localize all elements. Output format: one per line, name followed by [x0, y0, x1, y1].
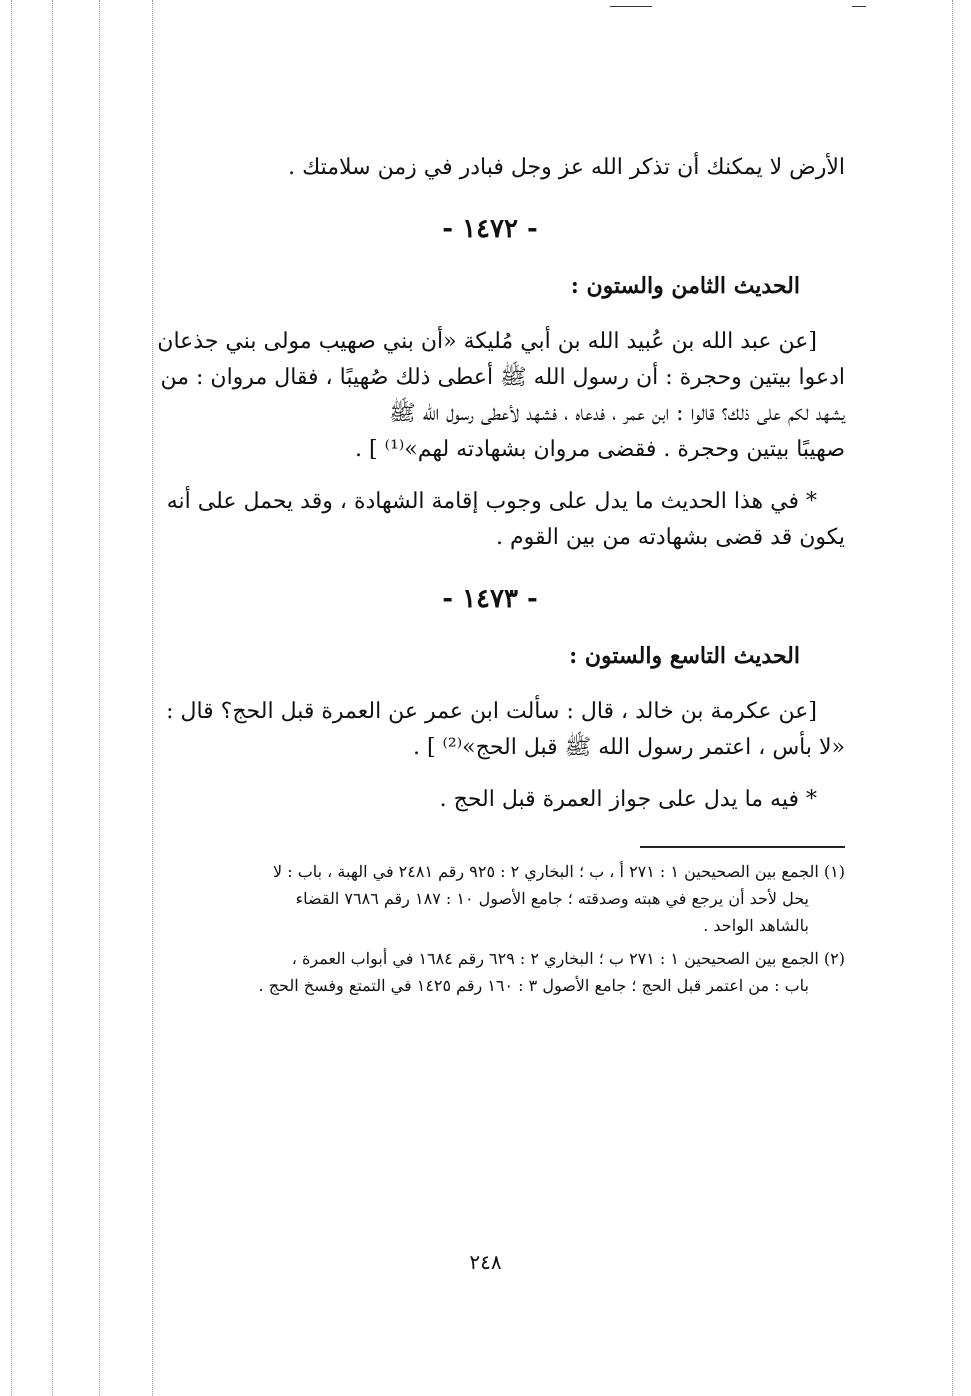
hadith-text-line: «لا بأس ، اعتمر رسول الله ﷺ قبل الحج»⁽²⁾ ] .: [412, 735, 845, 760]
dotted-rule-left-3: [99, 0, 100, 1396]
top-mark-right: [852, 6, 866, 7]
hadith-note: [135, 484, 845, 556]
hadith-text-line: [عن عبد الله بن عُبيد الله بن أبي مُليكة «أن بني صهيب مولى بني جذعان: [157, 329, 817, 354]
footnote-divider: [640, 846, 845, 848]
hadith-number: - ١٤٧٣ -: [442, 584, 538, 614]
footnote-line: يحل لأحد أن يرجع في هبته وصدقته ؛ جامع الأصول ١٠ : ١٨٧ رقم ٧٦٨٦ القضاء: [295, 889, 809, 908]
top-mark: [610, 6, 652, 7]
hadith-number: - ١٤٧٢ -: [442, 214, 538, 244]
hadith-note-line: * في هذا الحديث ما يدل على وجوب إقامة الشهادة ، وقد يحمل على أنه: [166, 489, 817, 514]
footnote-line: بالشاهد الواحد .: [703, 916, 809, 935]
footnotes: [135, 858, 845, 999]
hadith-1472: [135, 214, 845, 556]
page-number: ٢٤٨: [469, 1250, 502, 1274]
hadith-text-line: صهيبًا بيتين وحجرة . فقضى مروان بشهادته لهم»⁽¹⁾ ] .: [355, 437, 845, 462]
hadith-text-line: ادعوا بيتين وحجرة : أن رسول الله ﷺ أعطى ذلك صُهيبًا ، فقال مروان : من: [160, 365, 845, 390]
dotted-rule-right-1: [952, 0, 953, 1396]
hadith-text-line: يشهد لكم على ذلك؟ قالوا : ابن عمر ، فدعاه ، فشهد لأعطى رسول الله ﷺ: [389, 401, 845, 426]
footnote-1: [135, 858, 845, 939]
hadith-1473: [135, 584, 845, 818]
hadith-heading: الحديث التاسع والستون :: [569, 643, 800, 669]
dotted-rule-left-2: [52, 0, 53, 1396]
page-content: [135, 150, 845, 1005]
hadith-note-line: يكون قد قضى بشهادته من بين القوم .: [495, 525, 845, 550]
hadith-note-line: * فيه ما يدل على جواز العمرة قبل الحج .: [439, 787, 817, 812]
hadith-heading: الحديث الثامن والستون :: [570, 273, 800, 299]
hadith-text: [135, 694, 845, 766]
footnote-line: (٢) الجمع بين الصحيحين ١ : ٢٧١ ب ؛ البخاري ٢ : ٦٢٩ رقم ١٦٨٤ في أبواب العمرة ،: [291, 949, 845, 968]
hadith-text: [135, 324, 845, 468]
hadith-note: [135, 782, 845, 818]
hadith-text-line: [عن عكرمة بن خالد ، قال : سألت ابن عمر عن العمرة قبل الحج؟ قال :: [166, 699, 817, 724]
intro-line: الأرض لا يمكنك أن تذكر الله عز وجل فبادر في زمن سلامتك .: [288, 155, 845, 180]
footnote-line: باب : من اعتمر قبل الحج ؛ جامع الأصول ٣ : ١٦٠ رقم ١٤٢٥ في التمتع وفسخ الحج .: [258, 976, 809, 995]
dotted-rule-left-1: [11, 0, 12, 1396]
footnote-line: (١) الجمع بين الصحيحين ١ : ٢٧١ أ ، ب ؛ البخاري ٢ : ٩٢٥ رقم ٢٤٨١ في الهبة ، باب : لا: [273, 862, 845, 881]
footnote-2: [135, 945, 845, 999]
